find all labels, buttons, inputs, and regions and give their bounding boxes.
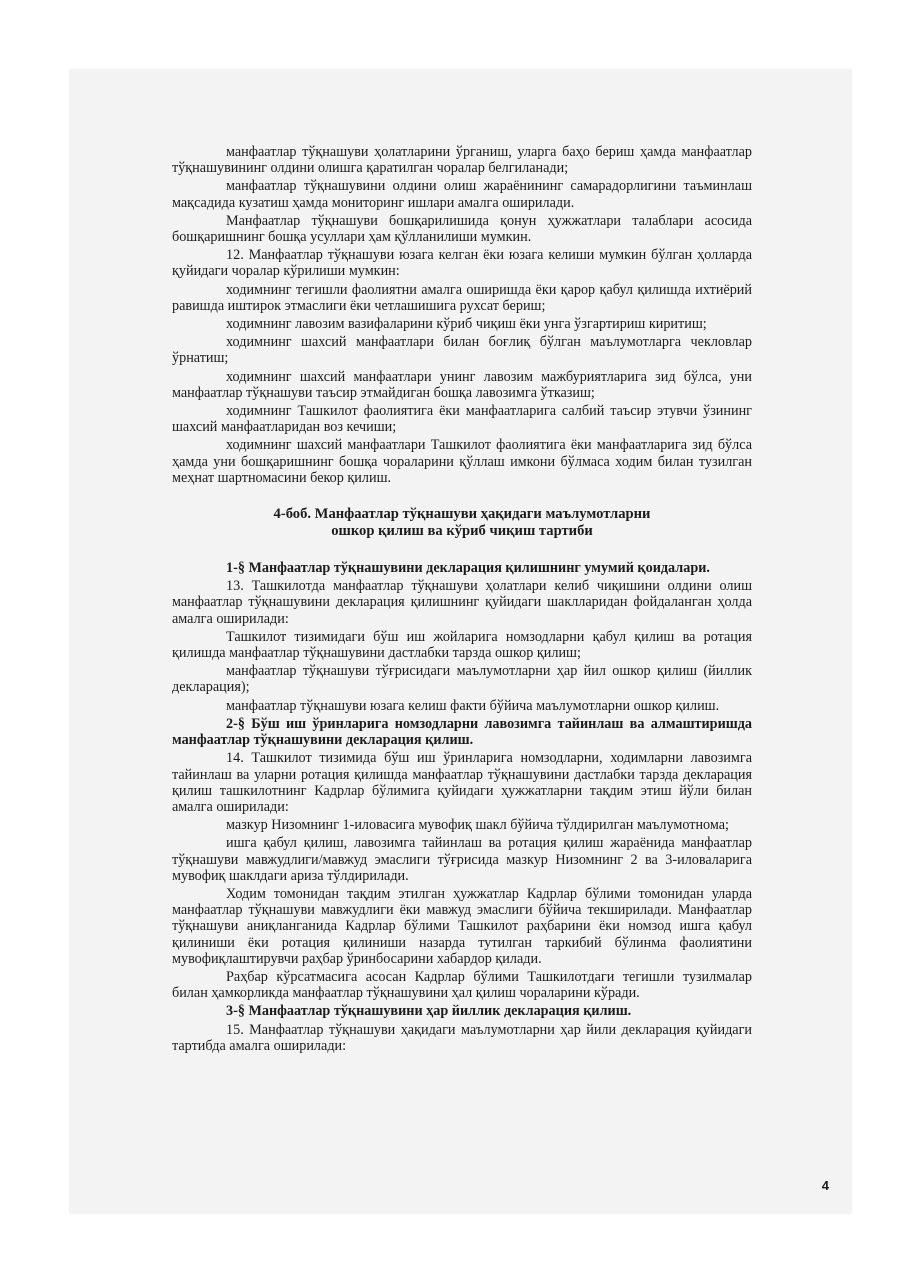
chapter-title-line-1: 4-боб. Манфаатлар тўқнашуви ҳақидаги маълумотларни [273, 506, 651, 523]
page-number: 4 [821, 1178, 829, 1193]
paragraph: 12. Манфаатлар тўқнашуви юзага келган ёки юзага келиши мумкин бўлган ҳолларда қуйидаги чоралар кўрилиши мумкин: [172, 247, 752, 280]
paragraph: Ташкилот тизимидаги бўш иш жойларига номзодларни қабул қилиш ва ротация қилишда манфаатлар тўқнашувини дастлабки тарзда ошкор қилиш; [172, 628, 752, 662]
paragraph: ишга қабул қилиш, лавозимга тайинлаш ва ротация қилиш жараёнида манфаатлар тўқнашуви мавжудлиги/мавжуд эмаслиги тўғрисида мазкур Низомнинг 2 ва 3-иловаларига мувофиқ шаклдаги ариза тўлдирилади. [172, 835, 752, 884]
paragraph: 15. Манфаатлар тўқнашуви ҳақидаги маълумотларни ҳар йили декларация қуйидаги тартибда амалга оширилади: [172, 1021, 752, 1054]
paragraph: 13. Ташкилотда манфаатлар тўқнашуви ҳолатлари келиб чиқишини олдини олиш манфаатлар тўқнашувини декларация қилишнинг қуйидаги шаклларидан фойдаланган ҳолда амалга оширилади: [172, 578, 752, 627]
paragraph: Манфаатлар тўқнашуви бошқарилишида қонун ҳужжатлари талаблари асосида бошқаришнинг бошқа усуллари ҳам қўлланилиши мумкин. [172, 212, 752, 246]
paragraph: манфаатлар тўқнашуви тўғрисидаги маълумотларни ҳар йил ошкор қилиш (йиллик декларация); [172, 663, 752, 696]
paragraph: ходимнинг лавозим вазифаларини кўриб чиқиш ёки унга ўзгартириш киритиш; [226, 316, 707, 333]
document-page [70, 70, 851, 1213]
section-2-title: 2-§ Бўш иш ўринларига номзодларни лавозимга тайинлаш ва алмаштиришда манфаатлар тўқнашувини декларация қилиш. [172, 715, 752, 749]
paragraph: ходимнинг тегишли фаолиятни амалга оширишда ёки қарор қабул қилишда ихтиёрий равишда иштирок этмаслиги ёки четлашишига рухсат бериш; [172, 281, 752, 314]
page-content [172, 144, 752, 1056]
chapter-title-line-2: ошкор қилиш ва кўриб чиқиш тартиби [331, 523, 593, 540]
paragraph: Ходим томонидан тақдим этилган ҳужжатлар Кадрлар бўлими томонидан уларда манфаатлар тўқнашуви мавжудлиги ёки мавжуд эмаслиги бўйича текширилади. Манфаатлар тўқнашуви аниқланганида Кадрлар бўлими Ташкилот раҳбарини ёки номзод ишга қабул қилиниши ёки ротация қилиниши назарда тутилган таркибий бўлинма фаолиятини мувофиқлаштирувчи раҳбар ўринбосарини хабардор қилади. [172, 885, 752, 967]
paragraph: Раҳбар кўрсатмасига асосан Кадрлар бўлими Ташкилотдаги тегишли тузилмалар билан ҳамкорликда манфаатлар тўқнашувини ҳал қилиш чораларини кўради. [172, 968, 752, 1002]
paragraph: ходимнинг шахсий манфаатлари унинг лавозим мажбуриятларига зид бўлса, уни манфаатлар тўқнашуви таъсир этмайдиган бошқа лавозимга ўтказиш; [172, 368, 752, 401]
section-3-title: 3-§ Манфаатлар тўқнашувини ҳар йиллик декларация қилиш. [226, 1003, 632, 1020]
paragraph: манфаатлар тўқнашуви юзага келиш факти бўйича маълумотларни ошкор қилиш. [226, 697, 720, 714]
paragraph: мазкур Низомнинг 1-иловасига мувофиқ шакл бўйича тўлдирилган маълумотнома; [226, 817, 729, 834]
section-1-title: 1-§ Манфаатлар тўқнашувини декларация қилишнинг умумий қоидалари. [226, 560, 710, 577]
paragraph: манфаатлар тўқнашуви ҳолатларини ўрганиш, уларга баҳо бериш ҳамда манфаатлар тўқнашувининг олдини олишга қаратилган чоралар белгиланади; [172, 144, 752, 177]
paragraph: ходимнинг Ташкилот фаолиятига ёки манфаатларига салбий таъсир этувчи ўзининг шахсий манфаатларидан воз кечиши; [172, 403, 752, 436]
paragraph: ходимнинг шахсий манфаатлари билан боғлиқ бўлган маълумотларга чекловлар ўрнатиш; [172, 334, 752, 367]
chapter-title [172, 506, 752, 540]
paragraph: 14. Ташкилот тизимида бўш иш ўринларига номзодларни, ходимларни лавозимга тайинлаш ва уларни ротация қилишда манфаатлар тўқнашувини дастлабки тарзда декларация қилиш ташкилотнинг Кадрлар бўлимига қуйидаги ҳужжатларни тақдим этиш йўли билан амалга оширилади: [172, 750, 752, 815]
paragraph: ходимнинг шахсий манфаатлари Ташкилот фаолиятига ёки манфаатларига зид бўлса ҳамда уни бошқаришнинг бошқа чораларини қўллаш имкони бўлмаса ходим билан тузилган меҳнат шартномасини бекор қилиш. [172, 437, 752, 486]
paragraph: манфаатлар тўқнашувини олдини олиш жараёнининг самарадорлигини таъминлаш мақсадида кузатиш ҳамда мониторинг ишлари амалга оширилади. [172, 178, 752, 211]
